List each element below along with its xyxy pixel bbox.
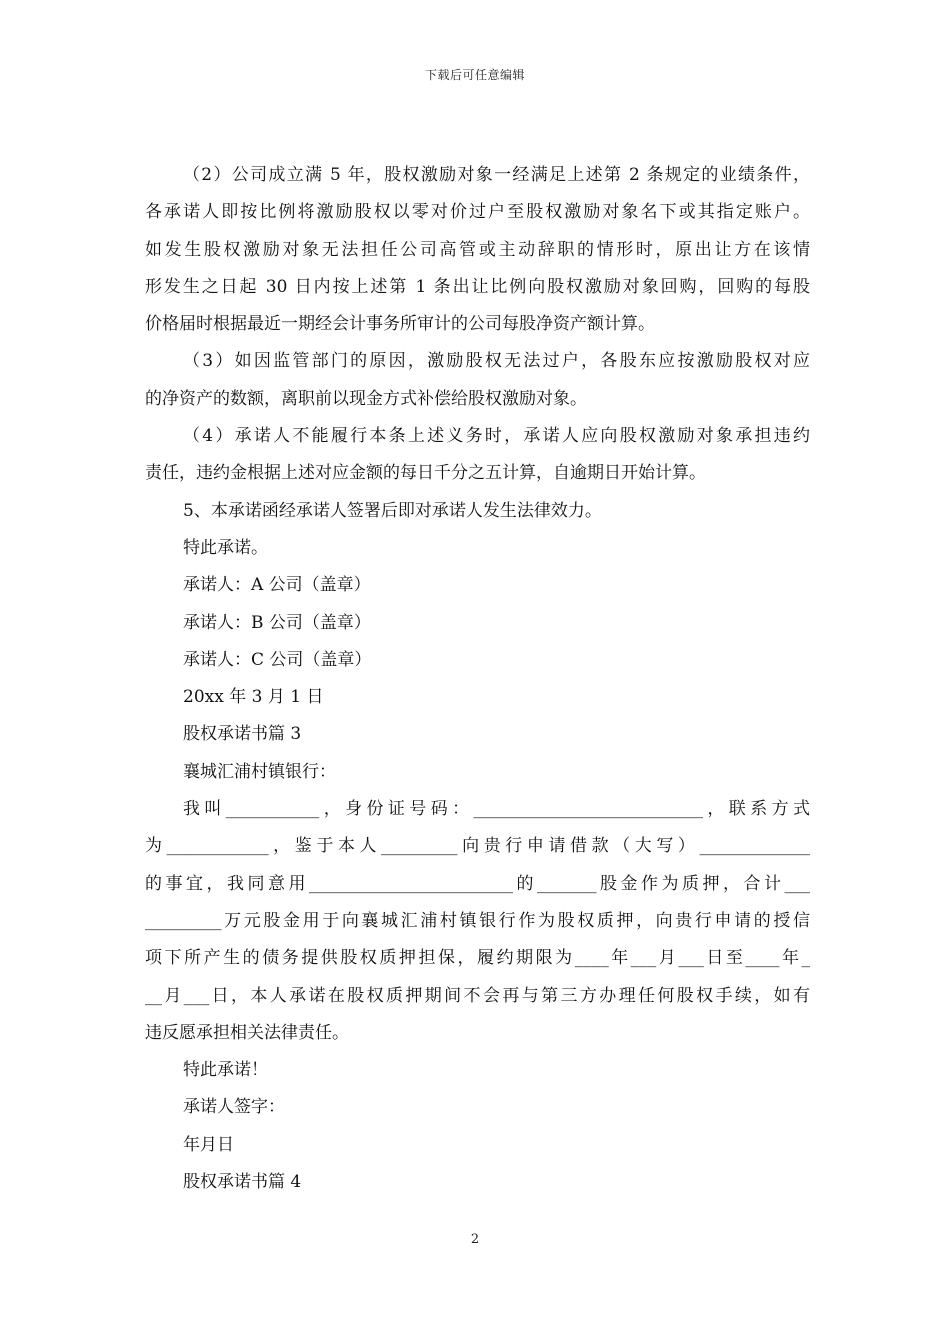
- paragraph-line: 为____________，鉴于本人_________向贵行申请借款（大写）_____________: [145, 836, 810, 857]
- signatory-line: 承诺人：B 公司（盖章）: [183, 612, 371, 633]
- paragraph-line: 违反愿承担相关法律责任。: [145, 1022, 349, 1043]
- paragraph-line: 各承诺人即按比例将激励股权以零对价过户至股权激励对象名下或其指定账户。: [145, 202, 810, 223]
- paragraph-line: （3）如因监管部门的原因，激励股权无法过户，各股东应按激励股权对应: [183, 351, 810, 372]
- paragraph-line: 价格届时根据最近一期经会计事务所审计的公司每股净资产额计算。: [145, 314, 655, 335]
- signature-line: 承诺人签字：: [183, 1097, 285, 1118]
- paragraph-line: 形发生之日起 30 日内按上述第 1 条出让比例向股权激励对象回购，回购的每股: [145, 276, 810, 297]
- paragraph-line: 项下所产生的债务提供股权质押担保，履约期限为____年___月___日至____年_: [145, 948, 810, 969]
- paragraph-line: 5、本承诺函经承诺人签署后即对承诺人发生法律效力。: [183, 500, 602, 521]
- paragraph-line: 如发生股权激励对象无法担任公司高管或主动辞职的情形时，原出让方在该情: [145, 239, 810, 260]
- closing-line: 特此承诺。: [183, 537, 268, 558]
- paragraph-line: _________万元股金用于向襄城汇浦村镇银行作为股权质押，向贵行申请的授信: [145, 910, 810, 931]
- section-heading: 股权承诺书篇 3: [183, 724, 302, 745]
- page-header: 下载后可任意编辑: [424, 68, 525, 82]
- signatory-line: 承诺人：A 公司（盖章）: [183, 575, 371, 596]
- date-line: 年月日: [183, 1134, 234, 1155]
- document-body: [145, 157, 810, 1201]
- paragraph-line: （2）公司成立满 5 年，股权激励对象一经满足上述第 2 条规定的业绩条件，: [183, 165, 810, 185]
- paragraph-line: 的净资产的数额，离职前以现金方式补偿给股权激励对象。: [145, 388, 587, 409]
- date-line: 20xx 年 3 月 1 日: [183, 687, 324, 708]
- paragraph-line: 的事宜，我同意用________________________的_______股金作为质押，合计___: [145, 873, 810, 894]
- page-number: 2: [470, 1232, 480, 1247]
- section-heading: 股权承诺书篇 4: [183, 1172, 302, 1193]
- paragraph-line: 我叫___________，身份证号码：___________________________，联系方式: [183, 799, 810, 820]
- signatory-line: 承诺人：C 公司（盖章）: [183, 649, 372, 670]
- salutation-line: 襄城汇浦村镇银行：: [183, 761, 336, 782]
- paragraph-line: （4）承诺人不能履行本条上述义务时，承诺人应向股权激励对象承担违约: [183, 426, 810, 447]
- paragraph-line: 责任，违约金根据上述对应金额的每日千分之五计算，自逾期日开始计算。: [145, 463, 706, 484]
- closing-line: 特此承诺！: [183, 1060, 268, 1081]
- paragraph-line: __月___日，本人承诺在股权质押期间不会再与第三方办理任何股权手续，如有: [145, 985, 810, 1006]
